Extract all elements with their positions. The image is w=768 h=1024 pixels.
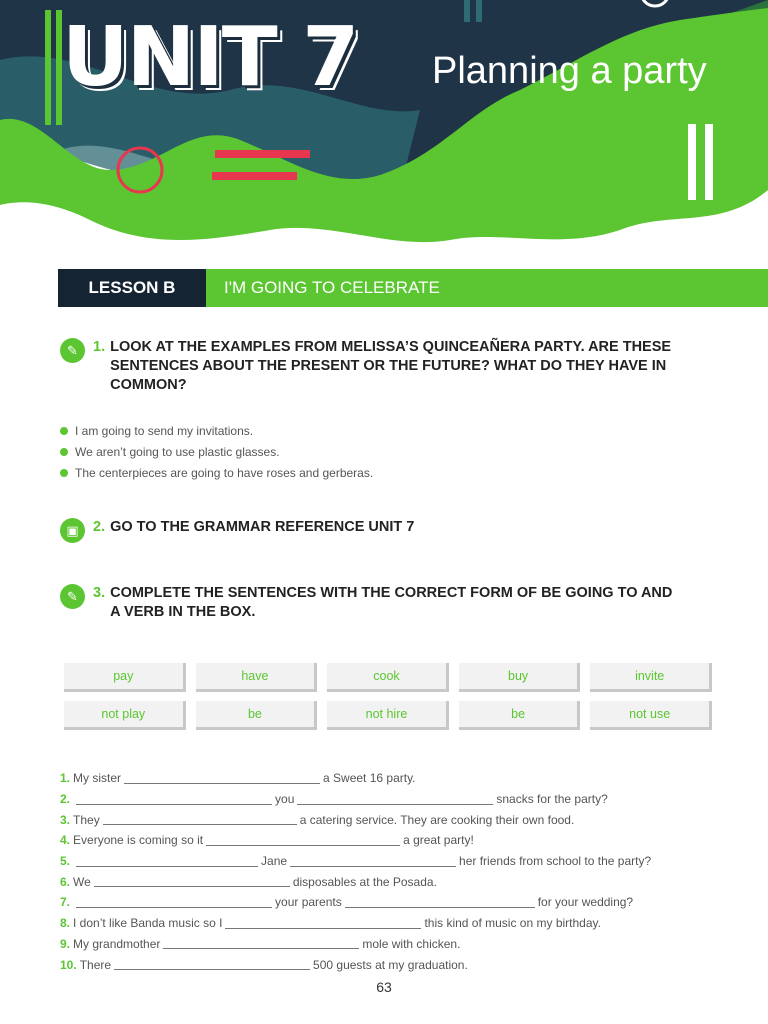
word-chip: pay: [64, 663, 186, 692]
answer-blank[interactable]: [290, 856, 456, 867]
task-number: 1.: [93, 339, 106, 355]
sentence-2: 2. you snacks for the party?: [60, 792, 608, 807]
sentence-1: 1. My sister a Sweet 16 party.: [60, 771, 416, 786]
instruction-line: SENTENCES ABOUT THE PRESENT OR THE FUTURE? WHAT DO THEY HAVE IN: [110, 358, 667, 374]
task-instruction: [110, 518, 414, 537]
instruction-line: COMPLETE THE SENTENCES WITH THE CORRECT FORM OF BE GOING TO AND: [110, 585, 673, 601]
sentence-5: 5. Jane her friends from school to the party?: [60, 854, 652, 869]
sentence-6: 6. We disposables at the Posada.: [60, 874, 437, 889]
lesson-bar: [58, 269, 768, 307]
sentence-3: 3. They a catering service. They are cooking their own food.: [60, 812, 575, 827]
task-instruction: [110, 338, 671, 395]
lesson-label: LESSON B: [58, 269, 206, 307]
task-1: [60, 338, 671, 395]
task-number: 3.: [93, 585, 106, 601]
task-instruction: [110, 584, 672, 622]
answer-blank[interactable]: [345, 897, 535, 908]
word-chip: cook: [327, 663, 449, 692]
word-box: [64, 663, 712, 739]
sentence-10: 10. There 500 guests at my graduation.: [60, 957, 468, 972]
instruction-line: LOOK AT THE EXAMPLES FROM MELISSA’S QUINCEAÑERA PARTY. ARE THESE: [110, 339, 672, 355]
lesson-title: I'M GOING TO CELEBRATE: [206, 269, 768, 307]
list-item: The centerpieces are going to have roses and gerberas.: [60, 462, 373, 483]
sentence-9: 9. My grandmother mole with chicken.: [60, 936, 461, 951]
task-number: 2.: [93, 519, 106, 535]
list-item: I am going to send my invitations.: [60, 420, 373, 441]
word-chip: not play: [64, 701, 186, 730]
word-chip: be: [196, 701, 318, 730]
book-icon: ▣: [60, 518, 85, 543]
bullet-icon: [60, 469, 68, 477]
instruction-line: GO TO THE GRAMMAR REFERENCE UNIT 7: [110, 519, 415, 535]
pencil-icon: ✎: [60, 584, 85, 609]
page-number: 63: [376, 979, 392, 995]
answer-blank[interactable]: [103, 814, 297, 825]
word-chip: not hire: [327, 701, 449, 730]
pencil-icon: ✎: [60, 338, 85, 363]
sentence-4: 4. Everyone is coming so it a great party!: [60, 833, 474, 848]
word-chip: have: [196, 663, 318, 692]
bullet-icon: [60, 448, 68, 456]
task-2: [60, 518, 414, 543]
answer-blank[interactable]: [76, 856, 258, 867]
sentence-8: 8. I don’t like Banda music so I this kind of music on my birthday.: [60, 916, 601, 931]
word-chip: not use: [590, 701, 712, 730]
word-chip: be: [459, 701, 581, 730]
page-title: Planning a party: [432, 50, 707, 92]
sentence-7: 7. your parents for your wedding?: [60, 895, 634, 910]
answer-blank[interactable]: [76, 794, 272, 805]
word-chip: invite: [590, 663, 712, 692]
word-chip: buy: [459, 663, 581, 692]
sentence-list: [60, 768, 651, 975]
answer-blank[interactable]: [114, 959, 310, 970]
word-box-row: [64, 701, 712, 730]
task-3: [60, 584, 672, 622]
answer-blank[interactable]: [225, 918, 421, 929]
list-item: We aren’t going to use plastic glasses.: [60, 441, 373, 462]
bullet-icon: [60, 427, 68, 435]
unit-title: UNIT 7: [62, 10, 358, 105]
answer-blank[interactable]: [297, 794, 493, 805]
word-box-row: [64, 663, 712, 692]
answer-blank[interactable]: [76, 897, 272, 908]
answer-blank[interactable]: [163, 938, 359, 949]
answer-blank[interactable]: [124, 773, 320, 784]
answer-blank[interactable]: [206, 835, 400, 846]
instruction-line: A VERB IN THE BOX.: [110, 604, 256, 620]
answer-blank[interactable]: [94, 876, 290, 887]
instruction-line: COMMON?: [110, 377, 187, 393]
unit-header-banner: [0, 0, 768, 265]
example-list: [60, 420, 373, 483]
